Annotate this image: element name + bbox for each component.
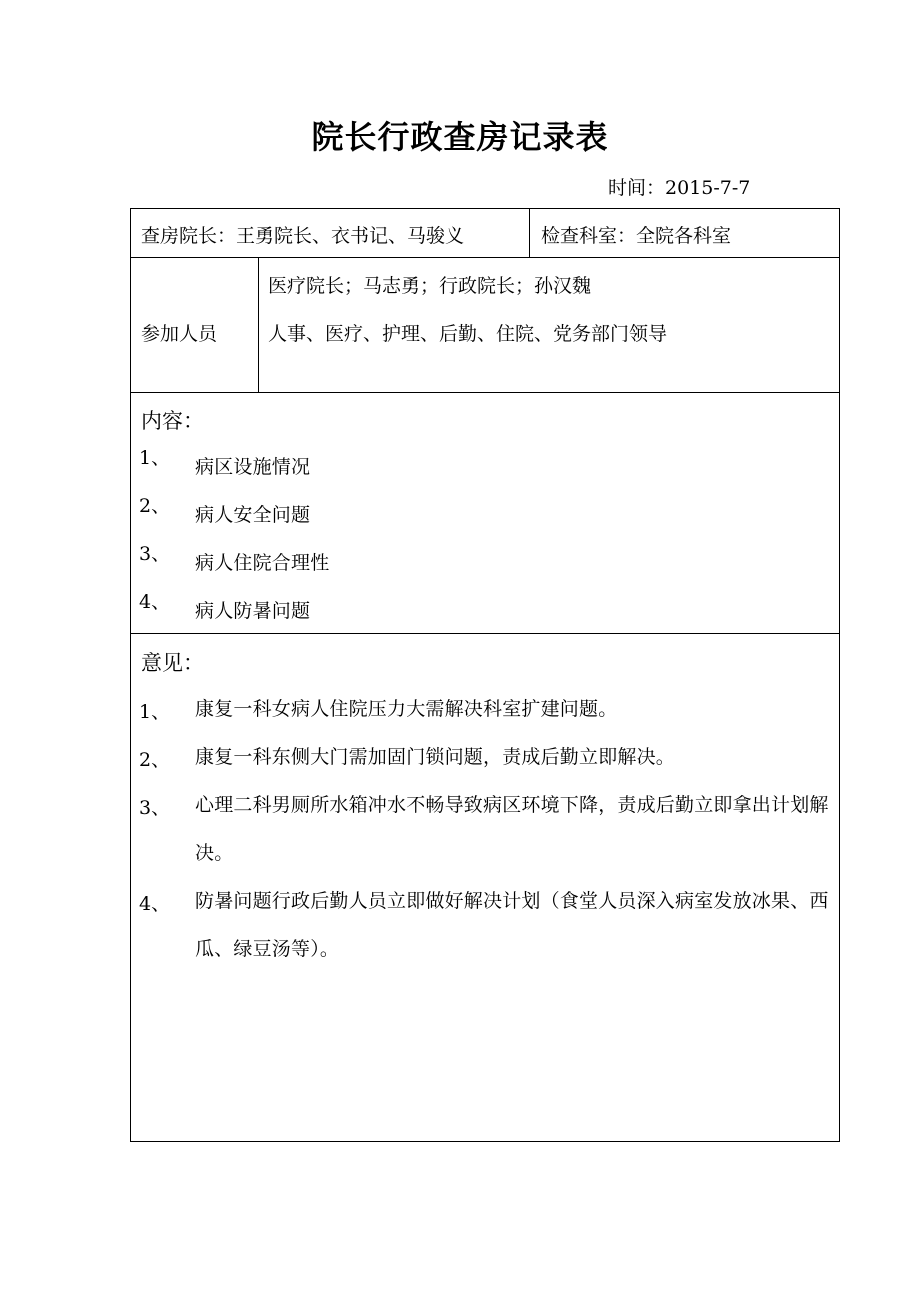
item-text: 心理二科男厕所水箱冲水不畅导致病区环境下降，责成后勤立即拿出计划解决。 <box>195 794 829 864</box>
inspectors-value: 王勇院长、衣书记、马骏义 <box>236 225 465 247</box>
content-heading: 内容： <box>141 409 204 433</box>
item-number: 1、 <box>139 447 171 469</box>
participants-label: 参加人员 <box>141 323 218 345</box>
item-number: 2、 <box>139 495 171 517</box>
participants-line-2: 人事、医疗、护理、后勤、住院、党务部门领导 <box>268 323 668 345</box>
opinions-heading: 意见： <box>141 651 204 675</box>
row-divider <box>131 392 839 393</box>
inspectors-cell <box>141 221 464 248</box>
department-cell <box>541 221 731 248</box>
item-text: 病人防暑问题 <box>195 600 311 622</box>
item-number: 1、 <box>139 701 171 723</box>
participants-line-1: 医疗院长；马志勇；行政院长；孙汉魏 <box>268 275 592 297</box>
record-form-table <box>130 208 840 1142</box>
column-divider <box>529 209 530 257</box>
column-divider <box>258 257 259 392</box>
item-text: 病区设施情况 <box>195 456 311 478</box>
item-text: 康复一科东侧大门需加固门锁问题，责成后勤立即解决。 <box>195 746 676 768</box>
item-text: 防暑问题行政后勤人员立即做好解决计划（食堂人员深入病室发放冰果、西瓜、绿豆汤等）。 <box>195 890 829 960</box>
date-label: 时间： <box>608 177 666 199</box>
item-number: 3、 <box>139 797 171 819</box>
item-text: 康复一科女病人住院压力大需解决科室扩建问题。 <box>195 698 618 720</box>
inspectors-label: 查房院长： <box>141 225 237 247</box>
item-number: 3、 <box>139 543 171 565</box>
date-value: 2015-7-7 <box>665 177 751 199</box>
item-text: 病人安全问题 <box>195 504 311 526</box>
item-number: 4、 <box>139 591 171 613</box>
page-title: 院长行政查房记录表 <box>311 118 609 156</box>
item-text: 病人住院合理性 <box>195 552 330 574</box>
item-number: 4、 <box>139 893 171 915</box>
department-value: 全院各科室 <box>636 225 732 247</box>
record-date <box>608 173 750 200</box>
department-label: 检查科室： <box>541 225 637 247</box>
row-divider <box>131 257 839 258</box>
item-number: 2、 <box>139 749 171 771</box>
